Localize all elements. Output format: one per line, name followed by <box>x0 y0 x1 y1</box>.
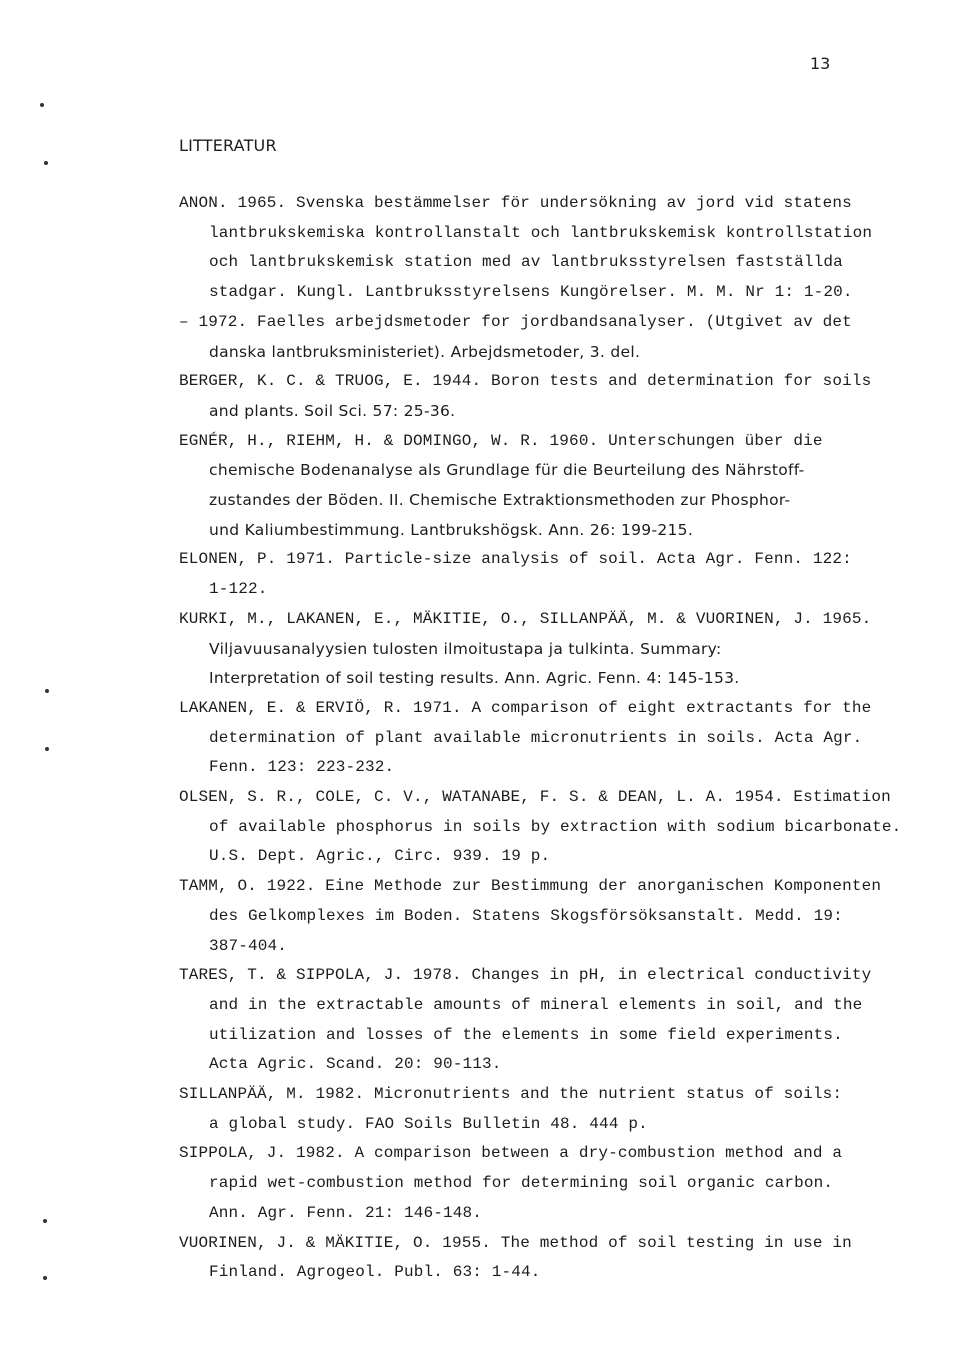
reference-line: of available phosphorus in soils by extraction with sodium bicarbonate. <box>209 817 902 836</box>
reference-line: Finland. Agrogeol. Publ. 63: 1-44. <box>209 1263 541 1282</box>
reference-line: Interpretation of soil testing results. Ann. Agric. Fenn. 4: 145-153. <box>209 669 740 688</box>
scan-speck <box>43 1219 47 1223</box>
reference-line: ELONEN, P. 1971. Particle-size analysis of soil. Acta Agr. Fenn. 122: <box>179 550 852 569</box>
reference-line: a global study. FAO Soils Bulletin 48. 444 p. <box>209 1114 648 1133</box>
reference-line: and in the extractable amounts of mineral elements in soil, and the <box>209 995 863 1014</box>
reference-line: 387-404. <box>209 936 288 955</box>
scan-speck <box>44 161 48 165</box>
reference-line: and plants. Soil Sci. 57: 25-36. <box>209 401 456 420</box>
reference-line: determination of plant available micronutrients in soils. Acta Agr. <box>209 728 863 747</box>
reference-line: BERGER, K. C. & TRUOG, E. 1944. Boron tests and determination for soils <box>179 372 872 391</box>
scan-speck <box>40 103 44 107</box>
reference-line: zustandes der Böden. II. Chemische Extraktionsmethoden zur Phosphor- <box>209 491 791 509</box>
reference-line: Ann. Agr. Fenn. 21: 146-148. <box>209 1203 483 1222</box>
reference-line: EGNÉR, H., RIEHM, H. & DOMINGO, W. R. 1960. Unterschungen über die <box>179 431 823 450</box>
reference-line: Viljavuusanalyysien tulosten ilmoitustapa ja tulkinta. Summary: <box>209 639 722 658</box>
reference-line: Fenn. 123: 223-232. <box>209 758 395 777</box>
reference-line: SIPPOLA, J. 1982. A comparison between a dry-combustion method and a <box>179 1144 843 1163</box>
reference-line: – 1972. Faelles arbejdsmetoder for jordbandsanalyser. (Utgivet av det <box>179 312 852 331</box>
reference-line: TARES, T. & SIPPOLA, J. 1978. Changes in pH, in electrical conductivity <box>179 966 872 985</box>
reference-line: TAMM, O. 1922. Eine Methode zur Bestimmung der anorganischen Komponenten <box>179 877 882 896</box>
reference-line: SILLANPÄÄ, M. 1982. Micronutrients and the nutrient status of soils: <box>179 1085 843 1103</box>
scan-speck <box>45 689 49 693</box>
reference-line: ANON. 1965. Svenska bestämmelser för undersökning av jord vid statens <box>179 194 852 212</box>
reference-line: des Gelkomplexes im Boden. Statens Skogsförsöksanstalt. Medd. 19: <box>209 906 843 925</box>
section-heading: LITTERATUR <box>179 136 277 155</box>
reference-line: stadgar. Kungl. Lantbruksstyrelsens Kungörelser. M. M. Nr 1: 1-20. <box>209 283 853 302</box>
reference-line: LAKANEN, E. & ERVIÖ, R. 1971. A comparison of eight extractants for the <box>179 698 872 717</box>
scan-speck <box>43 1276 47 1280</box>
reference-line: Acta Agric. Scand. 20: 90-113. <box>209 1055 502 1074</box>
reference-line: 1-122. <box>209 580 268 599</box>
scan-speck <box>45 747 49 751</box>
reference-line: och lantbrukskemisk station med av lantbruksstyrelsen fastställda <box>209 253 843 272</box>
reference-line: chemische Bodenanalyse als Grundlage für die Beurteilung des Nährstoff- <box>209 461 805 480</box>
reference-line: VUORINEN, J. & MÄKITIE, O. 1955. The method of soil testing in use in <box>179 1233 852 1252</box>
reference-line: U.S. Dept. Agric., Circ. 939. 19 p. <box>209 847 551 866</box>
reference-line: OLSEN, S. R., COLE, C. V., WATANABE, F. S. & DEAN, L. A. 1954. Estimation <box>179 788 891 806</box>
reference-line: lantbrukskemiska kontrollanstalt och lantbrukskemisk kontrollstation <box>209 223 873 242</box>
reference-line: und Kaliumbestimmung. Lantbrukshögsk. Ann. 26: 199-215. <box>209 520 694 539</box>
reference-line: rapid wet-combustion method for determining soil organic carbon. <box>209 1174 834 1193</box>
reference-line: utilization and losses of the elements in some field experiments. <box>209 1025 843 1044</box>
page-number: 13 <box>810 54 831 73</box>
reference-line: danska lantbruksministeriet). Arbejdsmetoder, 3. del. <box>209 342 641 361</box>
reference-line: KURKI, M., LAKANEN, E., MÄKITIE, O., SILLANPÄÄ, M. & VUORINEN, J. 1965. <box>179 609 872 628</box>
